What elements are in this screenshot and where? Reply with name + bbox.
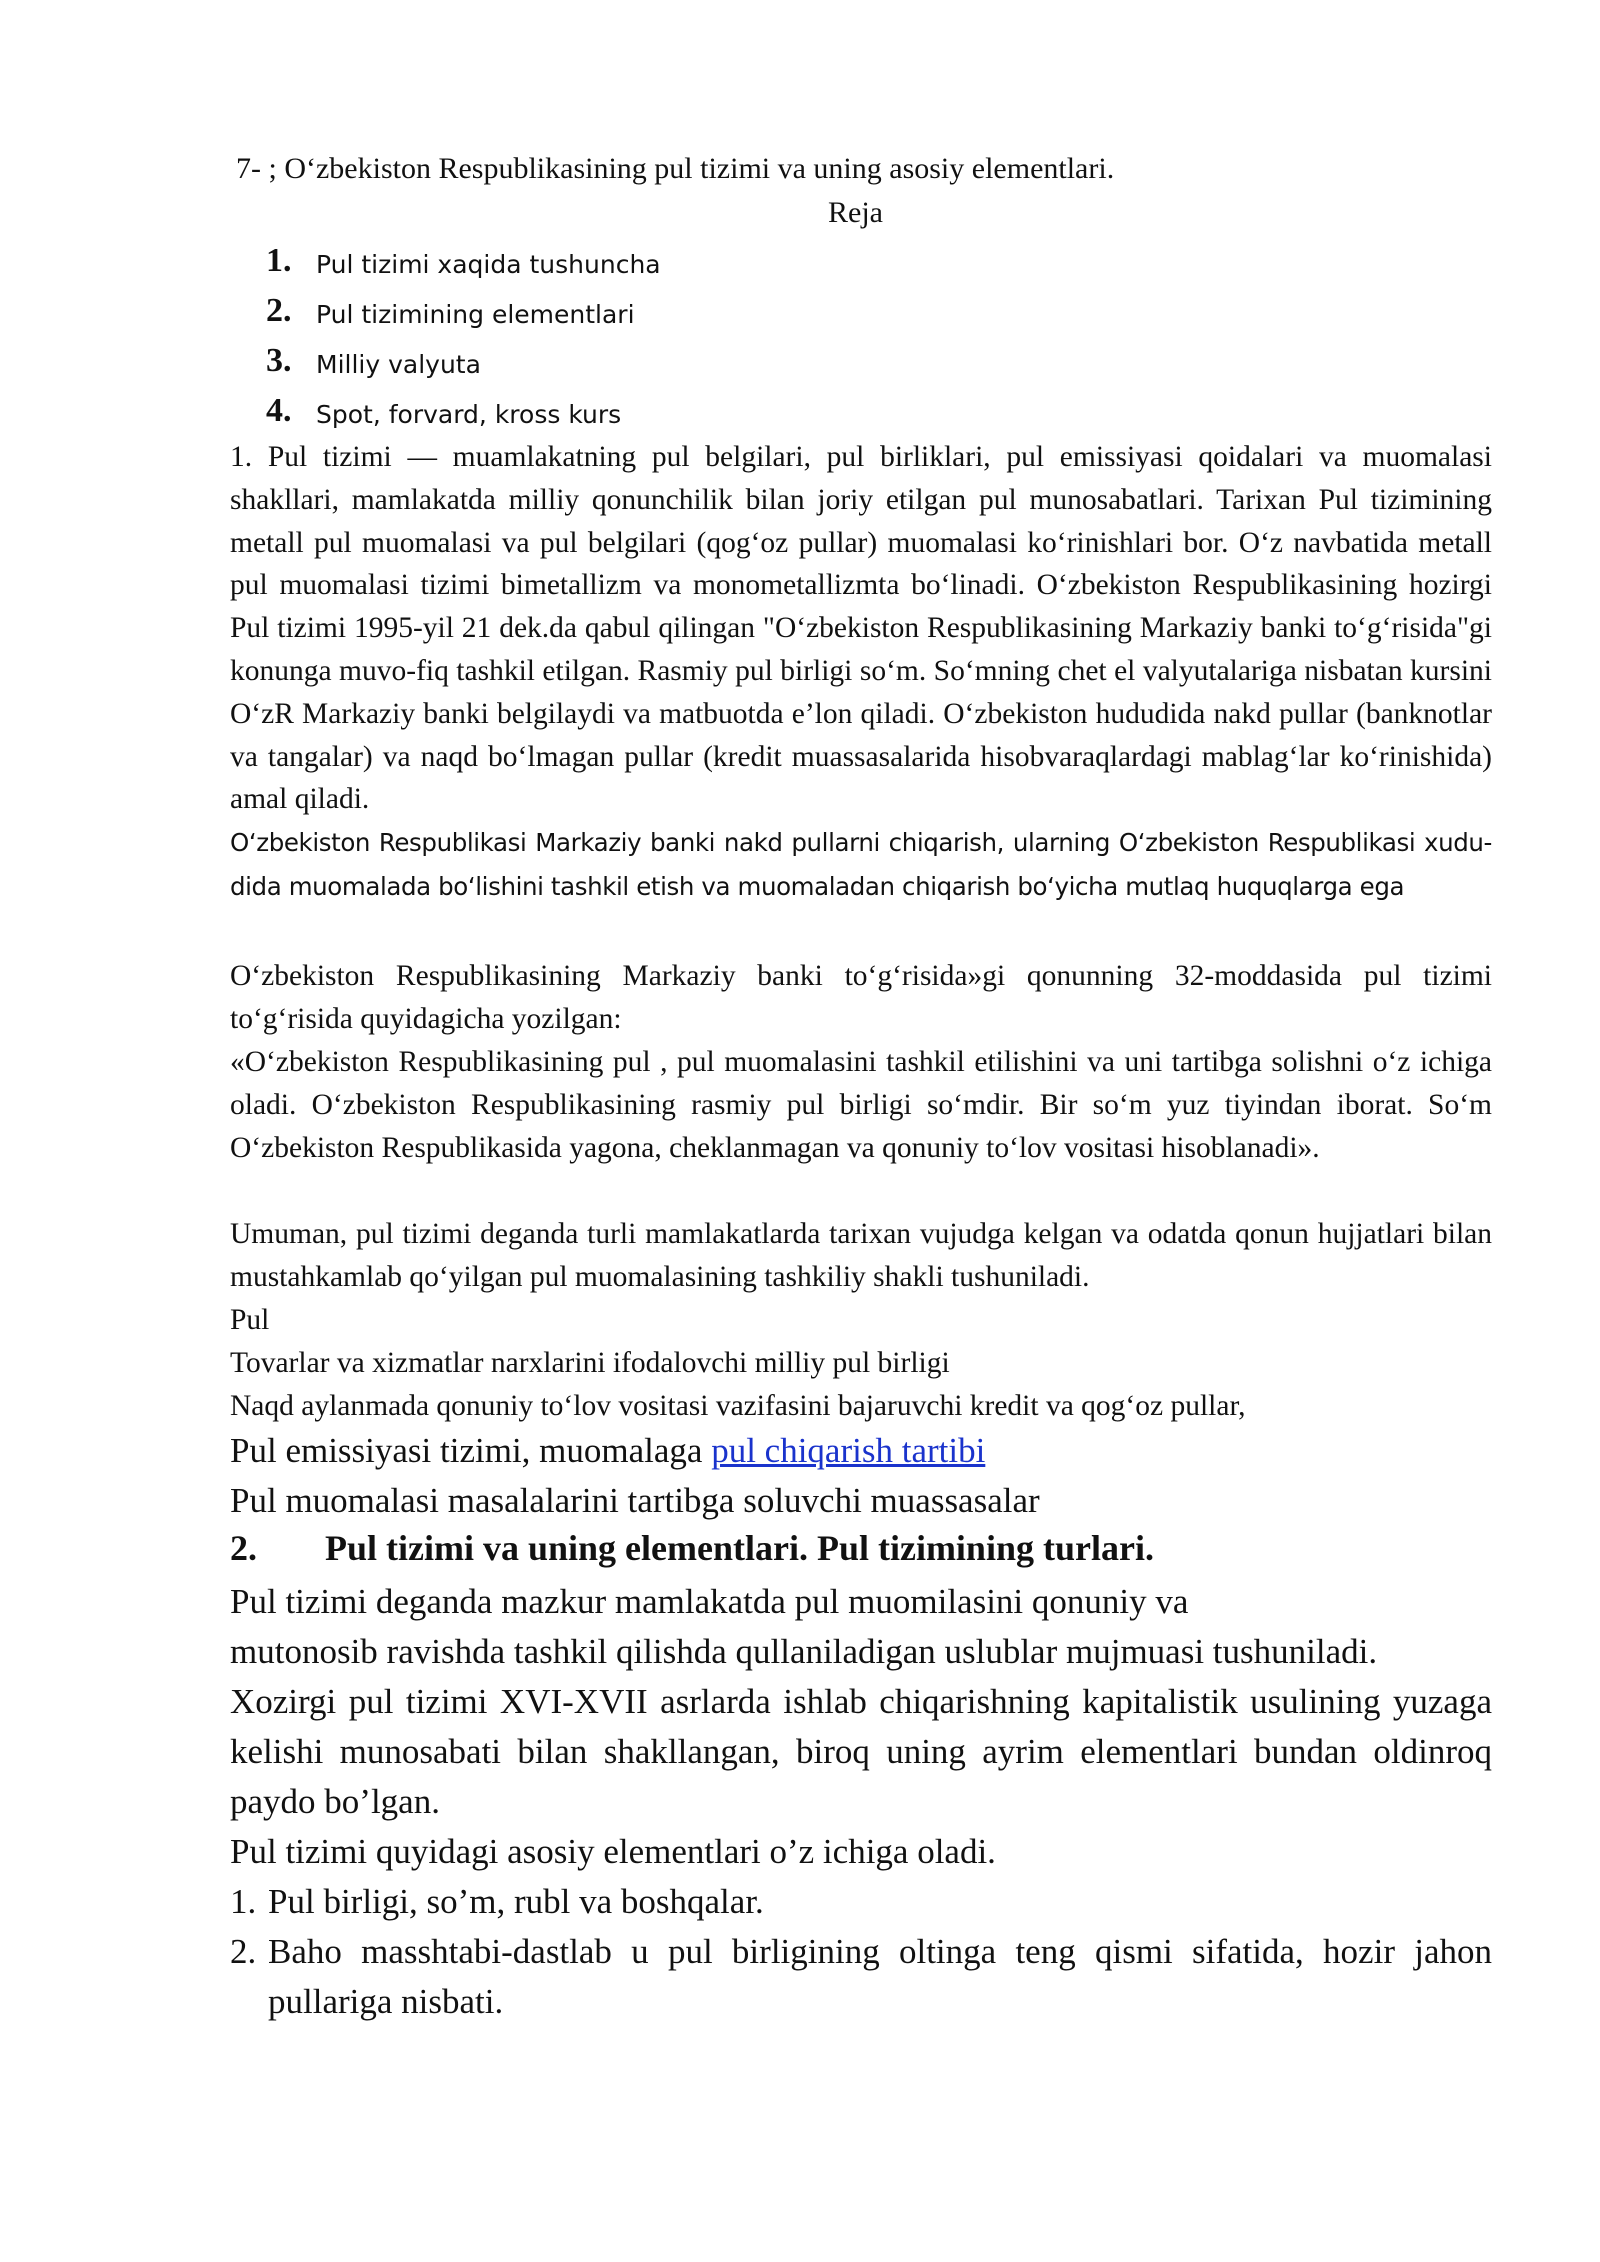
plan-item-number: 4. (266, 392, 292, 429)
text-line-muassasa: Pul muomalasi masalalarini tartibga soluvchi muassasalar (230, 1481, 1040, 1520)
paragraph-law-quote: «O‘zbekiston Respublikasining pul , pul muomalasini tashkil etilishini va uni tartibga solishni o‘z ichiga oladi. O‘zbekiston Respublikasining rasmiy pul birligi so‘mdir. Bir so‘m yuz tiyindan iborat. So‘m O‘zbekiston Respublikasida yagona, cheklanmagan va qonuniy to‘lov vositasi hisoblanadi». (230, 1046, 1492, 1164)
element-item-number: 2. (230, 1932, 257, 1971)
text-line-tovarlar: Tovarlar va xizmatlar narxlarini ifodalovchi milliy pul birligi (230, 1347, 950, 1379)
section-heading-number: 2. (230, 1528, 257, 1568)
plan-item-text: Spot, forvard, kross kurs (316, 400, 622, 429)
text-line-elements-intro: Pul tizimi quyidagi asosiy elementlari o’z ichiga oladi. (230, 1832, 996, 1871)
pul-chiqarish-link[interactable]: pul chiqarish tartibi (711, 1431, 986, 1470)
element-list-item (230, 1927, 1492, 2027)
element-item-text: Baho masshtabi-dastlab u pul birligining oltinga teng qismi sifatida, hozir jahon pullariga nisbati. (268, 1932, 1492, 2021)
text-line-pul: Pul (230, 1304, 270, 1336)
plan-item-text: Pul tizimining elementlari (316, 300, 635, 329)
document-title: 7- ; O‘zbekiston Respublikasining pul tizimi va uning asosiy elementlari. (236, 152, 1115, 185)
plan-item (266, 342, 766, 384)
paragraph-central-bank-rights: O‘zbekiston Respublikasi Markaziy banki nakd pullarni chiqarish, ularning O‘zbekiston Respublikasi xudu-dida muomalada bo‘lishini tashkil etish va muomaladan chiqarish bo‘yicha mutlaq huquqlarga ega (230, 828, 1492, 901)
element-list-item (230, 1877, 1492, 1927)
emissiya-text: Pul emissiyasi tizimi, muomalaga (230, 1431, 712, 1470)
text-line-definition-2: mutonosib ravishda tashkil qilishda qullaniladigan uslublar mujmuasi tushuniladi. (230, 1632, 1378, 1671)
plan-item-number: 3. (266, 342, 292, 379)
element-item-text: Pul birligi, so’m, rubl va boshqalar. (268, 1882, 764, 1921)
paragraph-history: Xozirgi pul tizimi XVI-XVII asrlarda ishlab chiqarishning kapitalistik usulining yuzaga kelishi munosabati bilan shakllangan, biroq uning ayrim elementlari bundan oldinroq paydo bo’lgan. (230, 1682, 1492, 1821)
plan-heading: Reja (828, 196, 883, 229)
plan-item (266, 292, 766, 334)
text-line-naqd: Naqd aylanmada qonuniy to‘lov vositasi vazifasini bajaruvchi kredit va qog‘oz pullar, (230, 1390, 1246, 1422)
section-heading-text: Pul tizimi va uning elementlari. Pul tizimining turlari. (325, 1528, 1154, 1568)
plan-item-number: 2. (266, 292, 292, 329)
text-line-emissiya (230, 1426, 985, 1476)
plan-item-text: Pul tizimi xaqida tushuncha (316, 250, 661, 279)
paragraph-general-definition: Umuman, pul tizimi deganda turli mamlakatlarda tarixan vujudga kelgan va odatda qonun hujjatlari bilan mustahkamlab qo‘yilgan pul muomalasining tashkiliy shakli tushuniladi. (230, 1218, 1492, 1293)
element-item-number: 1. (230, 1882, 257, 1921)
plan-item (266, 392, 766, 434)
plan-item-number: 1. (266, 242, 292, 279)
plan-item (266, 242, 766, 284)
plan-item-text: Milliy valyuta (316, 350, 481, 379)
paragraph-pul-tizimi-definition: 1. Pul tizimi — muamlakatning pul belgilari, pul birliklari, pul emissiyasi qoidalari va muomalasi shakllari, mamlakatda milliy qonunchilik bilan joriy etilgan pul munosabatlari. Tarixan Pul tizimining metall pul muomalasi va pul belgilari (qog‘oz pullar) muomalasi ko‘rinishlari bor. O‘z navbatida metall pul muomalasi tizimi bimetallizm va monometallizmta bo‘linadi. O‘zbekiston Respublikasining hozirgi Pul tizimi 1995-yil 21 dek.da qabul qilingan "O‘zbekiston Respublikasining Markaziy banki to‘g‘risida"gi konunga muvo-fiq tashkil etilgan. Rasmiy pul birligi so‘m. So‘mning chet el valyutalariga nisbatan kursini O‘zR Markaziy banki belgilaydi va matbuotda e’lon qiladi. O‘zbekiston hududida nakd pullar (banknotlar va tangalar) va naqd bo‘lmagan pullar (kredit muassasalarida hisobvaraqlardagi mablag‘lar ko‘rinishida) amal qiladi. (230, 441, 1492, 816)
paragraph-law-reference: O‘zbekiston Respublikasining Markaziy banki to‘g‘risida»gi qonunning 32-moddasida pul tizimi to‘g‘risida quyidagicha yozilgan: (230, 960, 1492, 1035)
text-line-definition-1: Pul tizimi deganda mazkur mamlakatda pul muomilasini qonuniy va (230, 1582, 1189, 1621)
